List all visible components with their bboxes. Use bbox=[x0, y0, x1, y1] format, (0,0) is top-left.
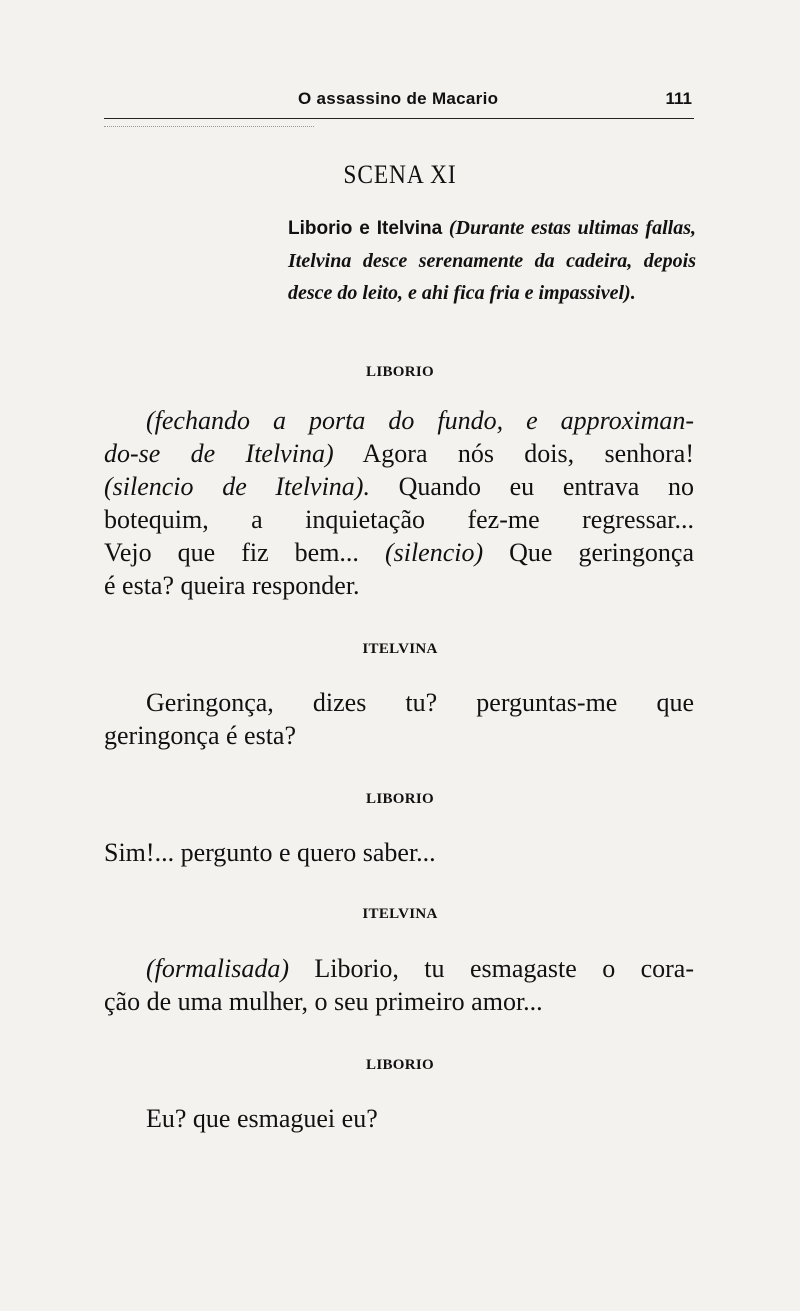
speech-text: Geringonça, dizes tu? perguntas-me que bbox=[146, 688, 694, 717]
running-title: O assassino de Macario bbox=[298, 89, 499, 108]
speech-line bbox=[104, 569, 694, 602]
speech-line bbox=[104, 719, 694, 752]
speaker-label: LIBORIO bbox=[366, 791, 434, 807]
speech-text: Vejo que fiz bem... bbox=[104, 538, 385, 567]
speech-text: Liborio, tu esmagaste o cora- bbox=[289, 954, 694, 983]
stage-aside: (silencio de Itelvina). bbox=[104, 472, 370, 501]
speech-text: é esta? queira responder. bbox=[104, 571, 360, 600]
speech-text: geringonça é esta? bbox=[104, 721, 297, 750]
speech-block bbox=[104, 686, 694, 752]
stage-aside: do-se de Itelvina) bbox=[104, 439, 334, 468]
stage-aside: (silencio) bbox=[384, 538, 484, 567]
speech-block bbox=[104, 1102, 694, 1135]
speech-line bbox=[104, 470, 694, 503]
stage-aside: (fechando a porta do fundo, e approximan- bbox=[146, 406, 694, 435]
speaker-label: ITELVINA bbox=[362, 906, 438, 922]
scene-characters: Liborio e Itelvina bbox=[288, 218, 443, 239]
speech-line bbox=[104, 404, 694, 437]
running-head bbox=[104, 84, 694, 114]
speech-line bbox=[104, 952, 694, 985]
speech-line bbox=[104, 503, 694, 536]
page-number: 111 bbox=[665, 89, 692, 108]
speaker-label: ITELVINA bbox=[362, 641, 438, 657]
scene-stage-direction bbox=[288, 212, 696, 309]
speech-block bbox=[104, 404, 694, 602]
speech-line bbox=[104, 686, 694, 719]
speech-text: Eu? que esmaguei eu? bbox=[146, 1104, 378, 1133]
speech-line bbox=[104, 536, 694, 569]
speech-block bbox=[104, 952, 694, 1018]
speaker-label: LIBORIO bbox=[366, 364, 434, 380]
speech-text: botequim, a inquietação fez-me regressar... bbox=[104, 505, 694, 534]
speech-line bbox=[104, 836, 694, 869]
stage-direction-text: (Durante estas ultimas fallas, Itelvina desce serenamente da cadeira, depois desce do leito, e ahi fica fria e impassivel). bbox=[288, 217, 696, 304]
header-rule-faint bbox=[104, 126, 314, 127]
speech-line bbox=[104, 985, 694, 1018]
speech-text: Quando eu entrava no bbox=[369, 472, 694, 501]
header-rule bbox=[104, 118, 694, 119]
stage-aside: (formalisada) bbox=[146, 954, 289, 983]
speech-line bbox=[104, 437, 694, 470]
speech-text: Sim!... pergunto e quero saber... bbox=[104, 838, 436, 867]
speech-block bbox=[104, 836, 694, 869]
speech-line bbox=[104, 1102, 694, 1135]
speech-text: Que geringonça bbox=[483, 538, 694, 567]
speech-text: ção de uma mulher, o seu primeiro amor... bbox=[104, 987, 543, 1016]
scene-title: SCENA XI bbox=[343, 160, 457, 189]
speaker-label: LIBORIO bbox=[366, 1057, 434, 1073]
speech-text: Agora nós dois, senhora! bbox=[333, 439, 694, 468]
